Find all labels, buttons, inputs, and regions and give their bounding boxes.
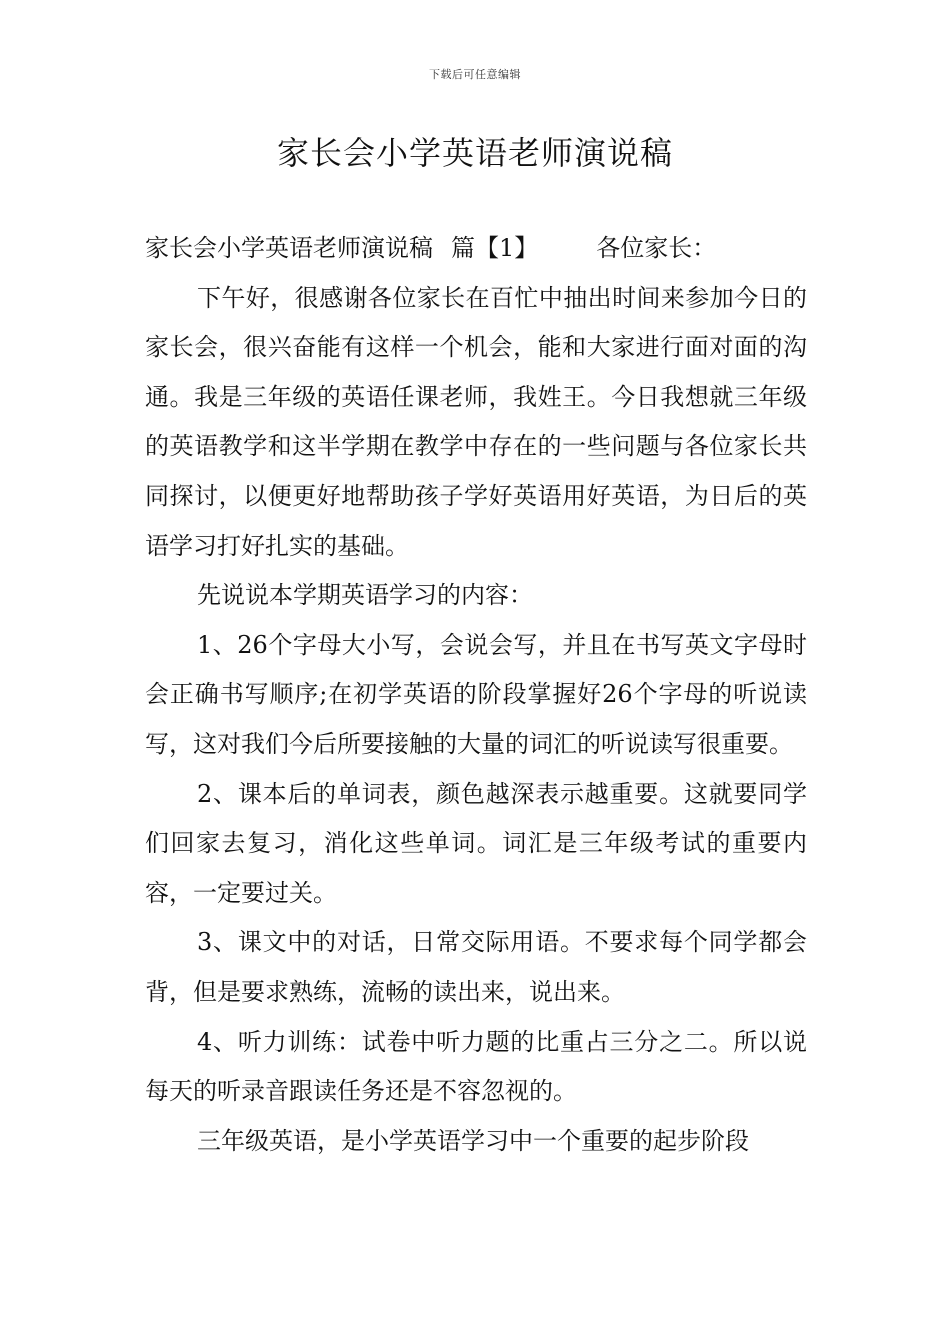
header-note: 下载后可任意编辑 [429,68,521,81]
salutation: 各位家长： [596,234,717,262]
document-body [145,224,807,1166]
document-title: 家长会小学英语老师演说稿 [276,134,673,172]
paragraph: 1、26个字母大小写，会说会写，并且在书写英文字母时会正确书写顺序;在初学英语的阶段掌握好26个字母的听说读写，这对我们今后所要接触的大量的词汇的听说读写很重要。 [145,630,807,758]
paragraph: 下午好，很感谢各位家长在百忙中抽出时间来参加今日的家长会，很兴奋能有这样一个机会，能和大家进行面对面的沟通。我是三年级的英语任课老师，我姓王。今日我想就三年级的英语教学和这半学期在教学中存在的一些问题与各位家长共同探讨，以便更好地帮助孩子学好英语用好英语，为日后的英语学习打好扎实的基础。 [145,283,807,560]
subheading-line [145,224,807,274]
paragraph: 4、听力训练：试卷中听力题的比重占三分之二。所以说每天的听录音跟读任务还是不容忽视的。 [145,1027,807,1106]
paragraph: 2、课本后的单词表，颜色越深表示越重要。这就要同学们回家去复习，消化这些单词。词汇是三年级考试的重要内容，一定要过关。 [145,779,807,907]
paragraph: 三年级英语，是小学英语学习中一个重要的起步阶段 [197,1126,749,1155]
subheading-title: 家长会小学英语老师演说稿 [145,234,433,262]
subheading-part: 篇【1】 [451,234,539,262]
paragraph: 3、课文中的对话，日常交际用语。不要求每个同学都会背，但是要求熟练，流畅的读出来，说出来。 [145,928,807,1006]
paragraph: 先说说本学期英语学习的内容： [197,581,533,610]
